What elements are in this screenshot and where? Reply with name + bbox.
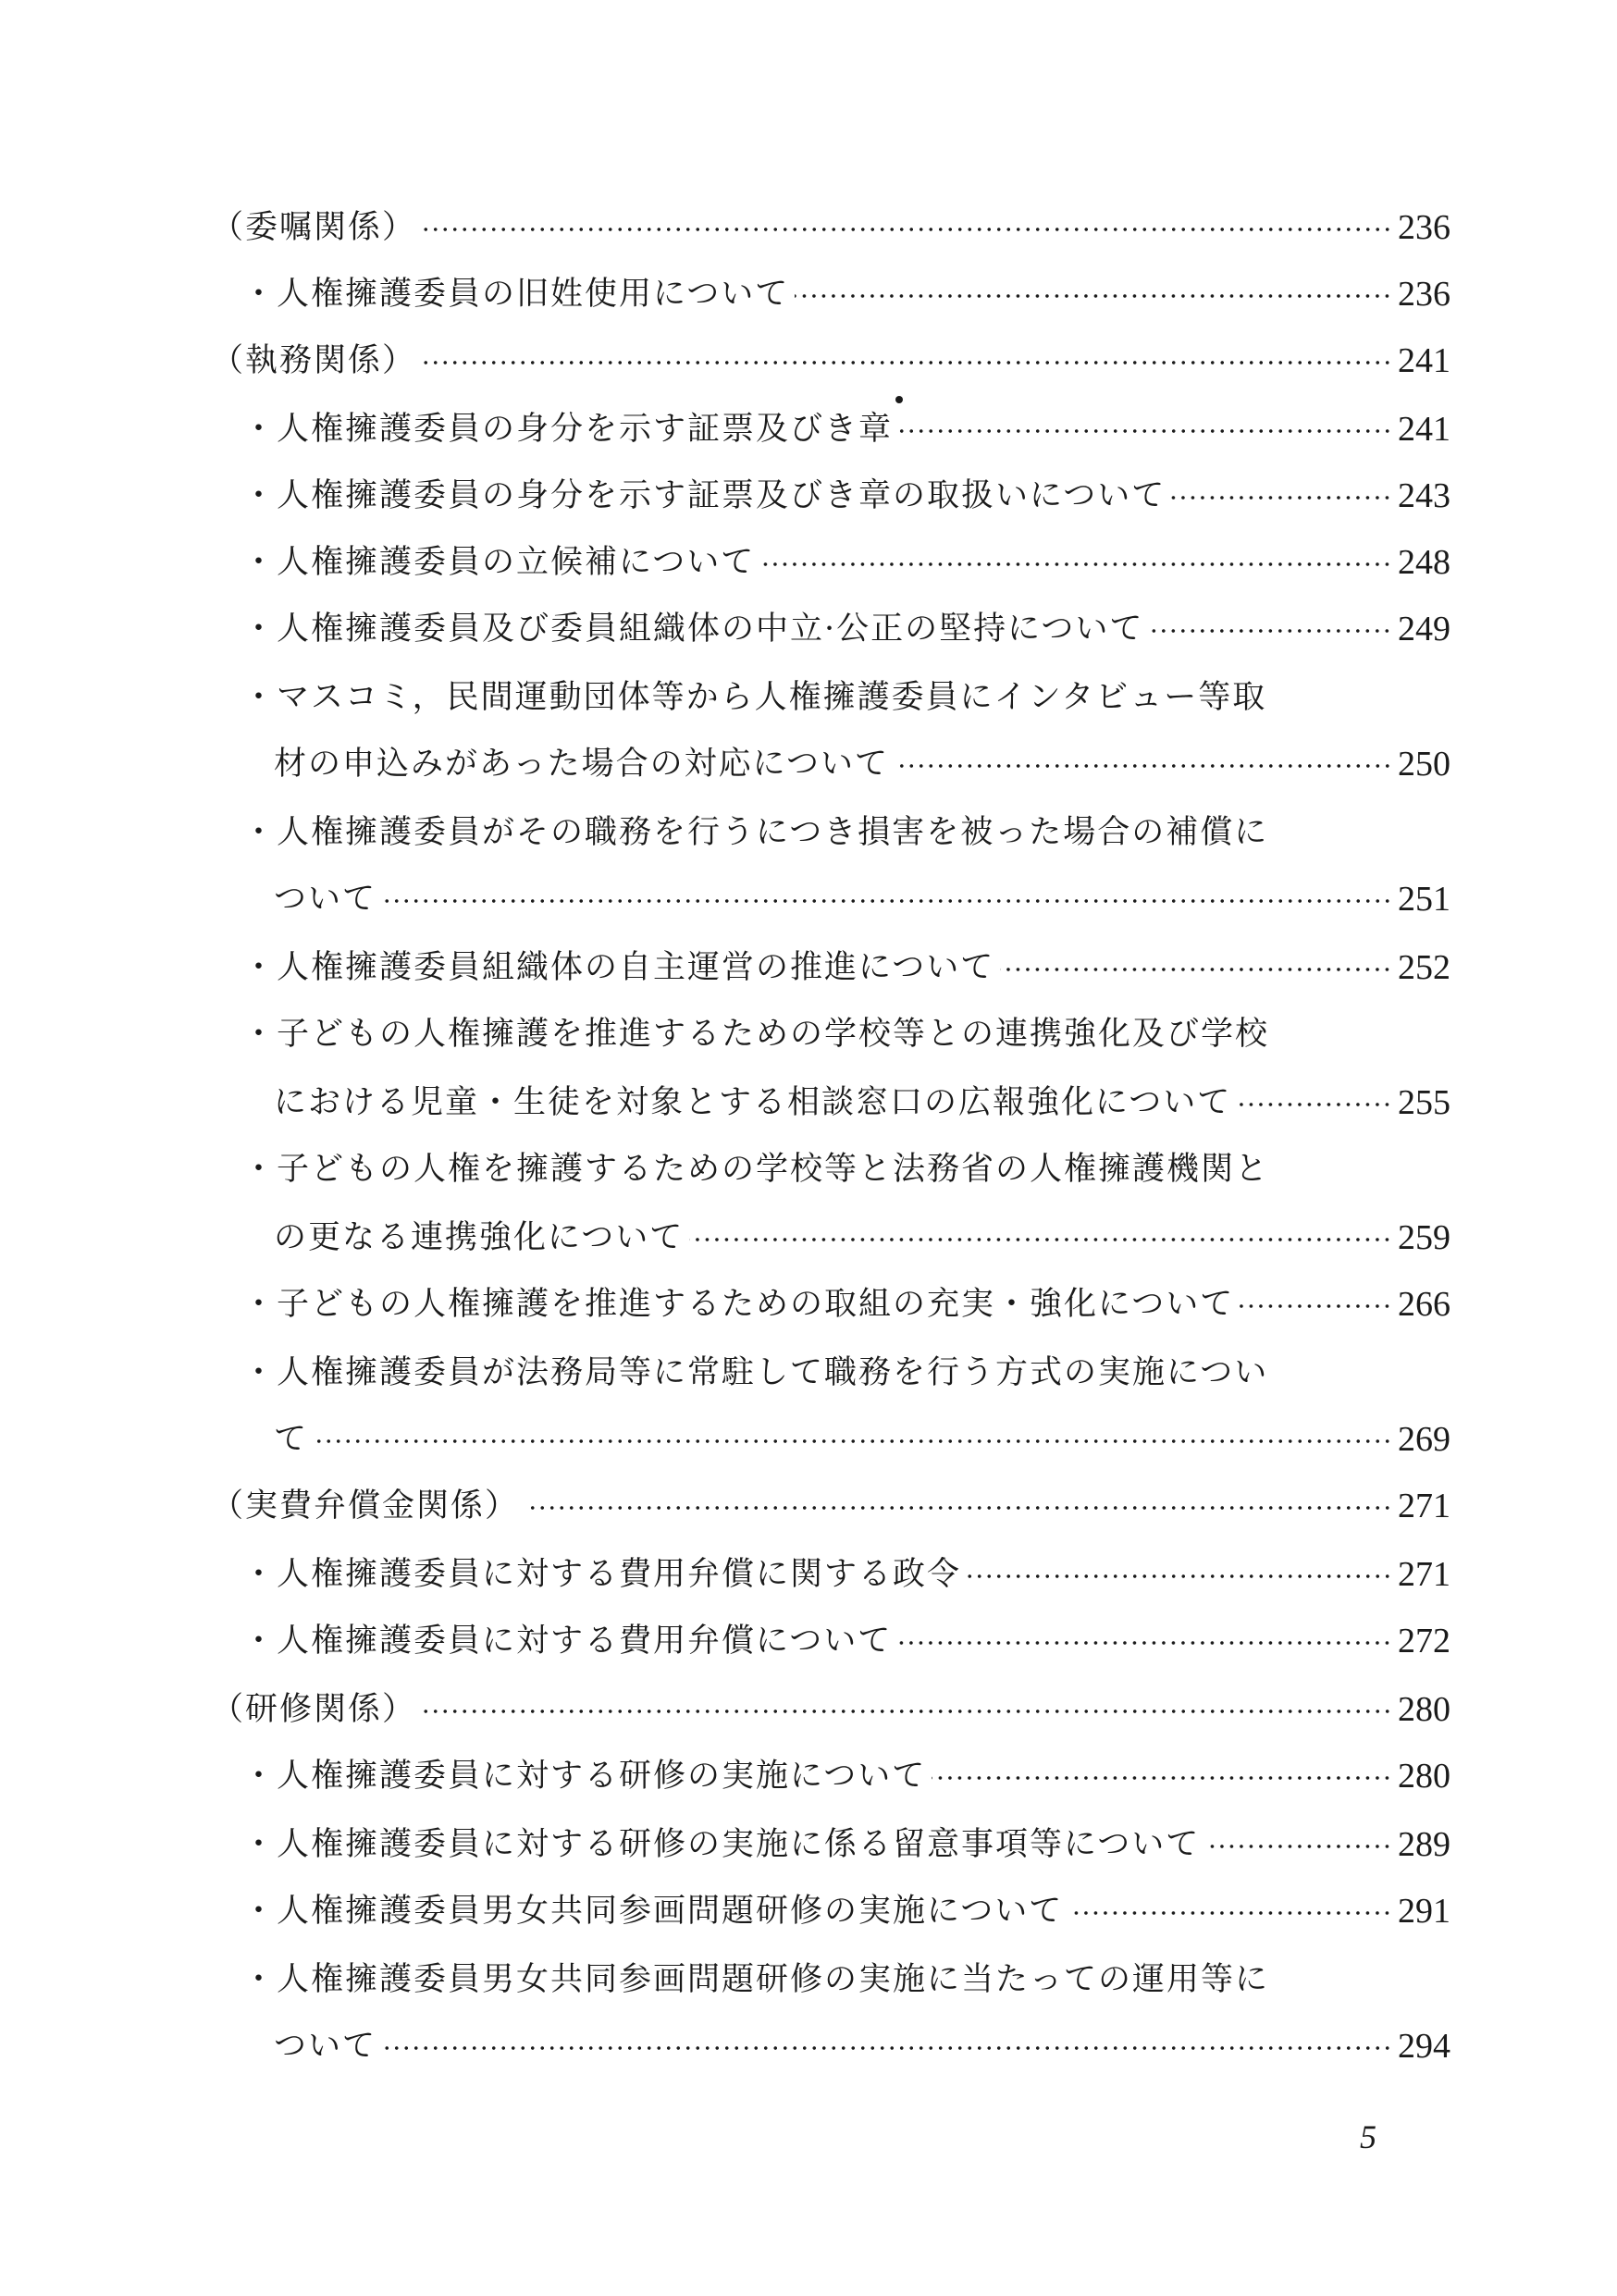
toc-entry-text: ・人権擁護委員がその職務を行うにつき損害を被った場合の補償に xyxy=(242,814,1269,851)
toc-entry-text: ・マスコミ，民間運動団体等から人権擁護委員にインタビュー等取 xyxy=(242,679,1267,716)
toc-entry-text: ・人権擁護委員に対する研修の実施について xyxy=(242,1758,927,1795)
toc-entry-continuation xyxy=(274,738,1450,790)
toc-entry-text: て xyxy=(274,1421,309,1458)
toc-entry xyxy=(242,672,1266,723)
toc-entry-text: ・人権擁護委員の身分を示す証票及びき章 xyxy=(242,411,894,448)
toc-entry-text: ・人権擁護委員が法務局等に常駐して職務を行う方式の実施につい xyxy=(242,1354,1269,1391)
toc-entry-text: の更なる連携強化について xyxy=(274,1219,685,1256)
dot-leader xyxy=(382,2046,1392,2050)
toc-entry-continuation xyxy=(274,2020,1450,2072)
toc-page-number: 236 xyxy=(1398,275,1450,314)
toc-page-number: 289 xyxy=(1398,1825,1450,1864)
toc-entry xyxy=(242,1954,1269,2006)
toc-entry-text: ・人権擁護委員に対する費用弁償に関する政令 xyxy=(242,1556,962,1593)
toc-entry-text: ・子どもの人権を擁護するための学校等と法務省の人権擁護機関と xyxy=(242,1151,1270,1188)
dot-leader xyxy=(422,1710,1392,1713)
dot-leader xyxy=(1171,496,1392,500)
toc-page-number: 271 xyxy=(1398,1555,1450,1594)
dot-leader xyxy=(689,1238,1392,1241)
toc-entry xyxy=(242,1347,1268,1399)
toc-entry xyxy=(242,1549,1450,1600)
toc-entry-continuation xyxy=(274,1413,1450,1465)
toc-entry-text: （委嘱関係） xyxy=(211,209,417,246)
toc-entry xyxy=(242,470,1450,522)
toc-page-number: 250 xyxy=(1398,745,1450,784)
toc-entry-text: （研修関係） xyxy=(211,1691,417,1728)
toc-entry-text: ・人権擁護委員組織体の自主運営の推進について xyxy=(242,949,995,986)
dot-leader xyxy=(932,1776,1392,1780)
toc-page-number: 259 xyxy=(1398,1218,1450,1257)
dot-leader xyxy=(1068,1911,1392,1915)
dot-leader xyxy=(525,1506,1392,1510)
toc-entry xyxy=(242,1615,1450,1667)
toc-page-number: 241 xyxy=(1398,410,1450,449)
toc-entry-text: ・子どもの人権擁護を推進するための学校等との連携強化及び学校 xyxy=(242,1016,1270,1053)
emphasis-dot-mark xyxy=(895,396,903,403)
toc-section-heading xyxy=(211,1684,1450,1735)
toc-entry xyxy=(242,1008,1269,1060)
toc-page-number: 241 xyxy=(1398,341,1450,380)
toc-page-number: 251 xyxy=(1398,880,1450,919)
toc-entry-continuation xyxy=(274,873,1450,925)
dot-leader xyxy=(795,294,1392,298)
toc-entry-text: 材の申込みがあった場合の対応について xyxy=(274,746,889,783)
dot-leader xyxy=(898,429,1392,433)
toc-entry-text: ついて xyxy=(274,881,377,918)
dot-leader xyxy=(422,228,1392,231)
dot-leader xyxy=(382,899,1392,903)
toc-page-number: 249 xyxy=(1398,610,1450,648)
toc-page-number: 291 xyxy=(1398,1892,1450,1931)
toc-page-number: 236 xyxy=(1398,208,1450,247)
toc-entry xyxy=(242,942,1450,994)
toc-page-number: 266 xyxy=(1398,1285,1450,1324)
toc-entry-text: ・人権擁護委員及び委員組織体の中立·公正の堅持について xyxy=(242,611,1144,648)
toc-page-number: 255 xyxy=(1398,1083,1450,1122)
toc-entry-text: ・人権擁護委員に対する研修の実施に係る留意事項等について xyxy=(242,1826,1201,1863)
toc-entry xyxy=(242,1278,1450,1330)
toc-entry xyxy=(242,1885,1450,1937)
toc-page-number: 252 xyxy=(1398,948,1450,987)
toc-entry-text: における児童・生徒を対象とする相談窓口の広報強化について xyxy=(274,1084,1232,1121)
toc-entry-text: ついて xyxy=(274,2028,377,2065)
toc-page-number: 280 xyxy=(1398,1757,1450,1796)
dot-leader xyxy=(967,1574,1392,1578)
toc-page-number: 243 xyxy=(1398,476,1450,515)
toc-entry-text: ・人権擁護委員男女共同参画問題研修の実施について xyxy=(242,1893,1064,1930)
dot-leader xyxy=(1149,629,1392,633)
toc-section-heading xyxy=(211,1480,1450,1532)
toc-entry-text: （実費弁償金関係） xyxy=(211,1487,520,1524)
dot-leader xyxy=(1237,1103,1392,1106)
toc-entry xyxy=(242,1750,1450,1802)
toc-entry xyxy=(242,603,1450,655)
toc-entry-text: ・人権擁護委員の身分を示す証票及びき章の取扱いについて xyxy=(242,477,1166,514)
toc-section-heading xyxy=(211,335,1450,387)
toc-page-number: 294 xyxy=(1398,2027,1450,2066)
toc-entry xyxy=(242,1143,1269,1195)
toc-page-number: 271 xyxy=(1398,1487,1450,1525)
dot-leader xyxy=(1205,1845,1392,1848)
dot-leader xyxy=(895,764,1392,768)
toc-entry-text: ・人権擁護委員の旧姓使用について xyxy=(242,276,790,313)
toc-page-number: 269 xyxy=(1398,1420,1450,1459)
toc-entry xyxy=(242,1819,1450,1870)
page-number-folio: 5 xyxy=(1360,2118,1376,2155)
toc-section-heading xyxy=(211,202,1450,253)
dot-leader xyxy=(314,1439,1392,1443)
dot-leader xyxy=(1240,1304,1392,1308)
toc-entry-text: （執務関係） xyxy=(211,342,417,379)
toc-entry xyxy=(242,403,1450,455)
dot-leader xyxy=(422,361,1392,364)
toc-entry-continuation xyxy=(274,1212,1450,1264)
toc-entry xyxy=(242,807,1268,858)
toc-page-number: 280 xyxy=(1398,1690,1450,1729)
toc-entry-text: ・人権擁護委員男女共同参画問題研修の実施に当たっての運用等に xyxy=(242,1961,1270,1998)
toc-entry-continuation xyxy=(274,1077,1450,1129)
toc-page-number: 248 xyxy=(1398,543,1450,582)
toc-entry-text: ・人権擁護委員に対する費用弁償について xyxy=(242,1623,893,1660)
toc-entry xyxy=(242,537,1450,588)
toc-entry-text: ・子どもの人権擁護を推進するための取組の充実・強化について xyxy=(242,1286,1235,1323)
dot-leader xyxy=(1000,968,1392,971)
dot-leader xyxy=(897,1641,1392,1645)
dot-leader xyxy=(760,562,1392,566)
toc-page-number: 272 xyxy=(1398,1622,1450,1660)
toc-entry-text: ・人権擁護委員の立候補について xyxy=(242,544,756,581)
toc-entry xyxy=(242,268,1450,320)
